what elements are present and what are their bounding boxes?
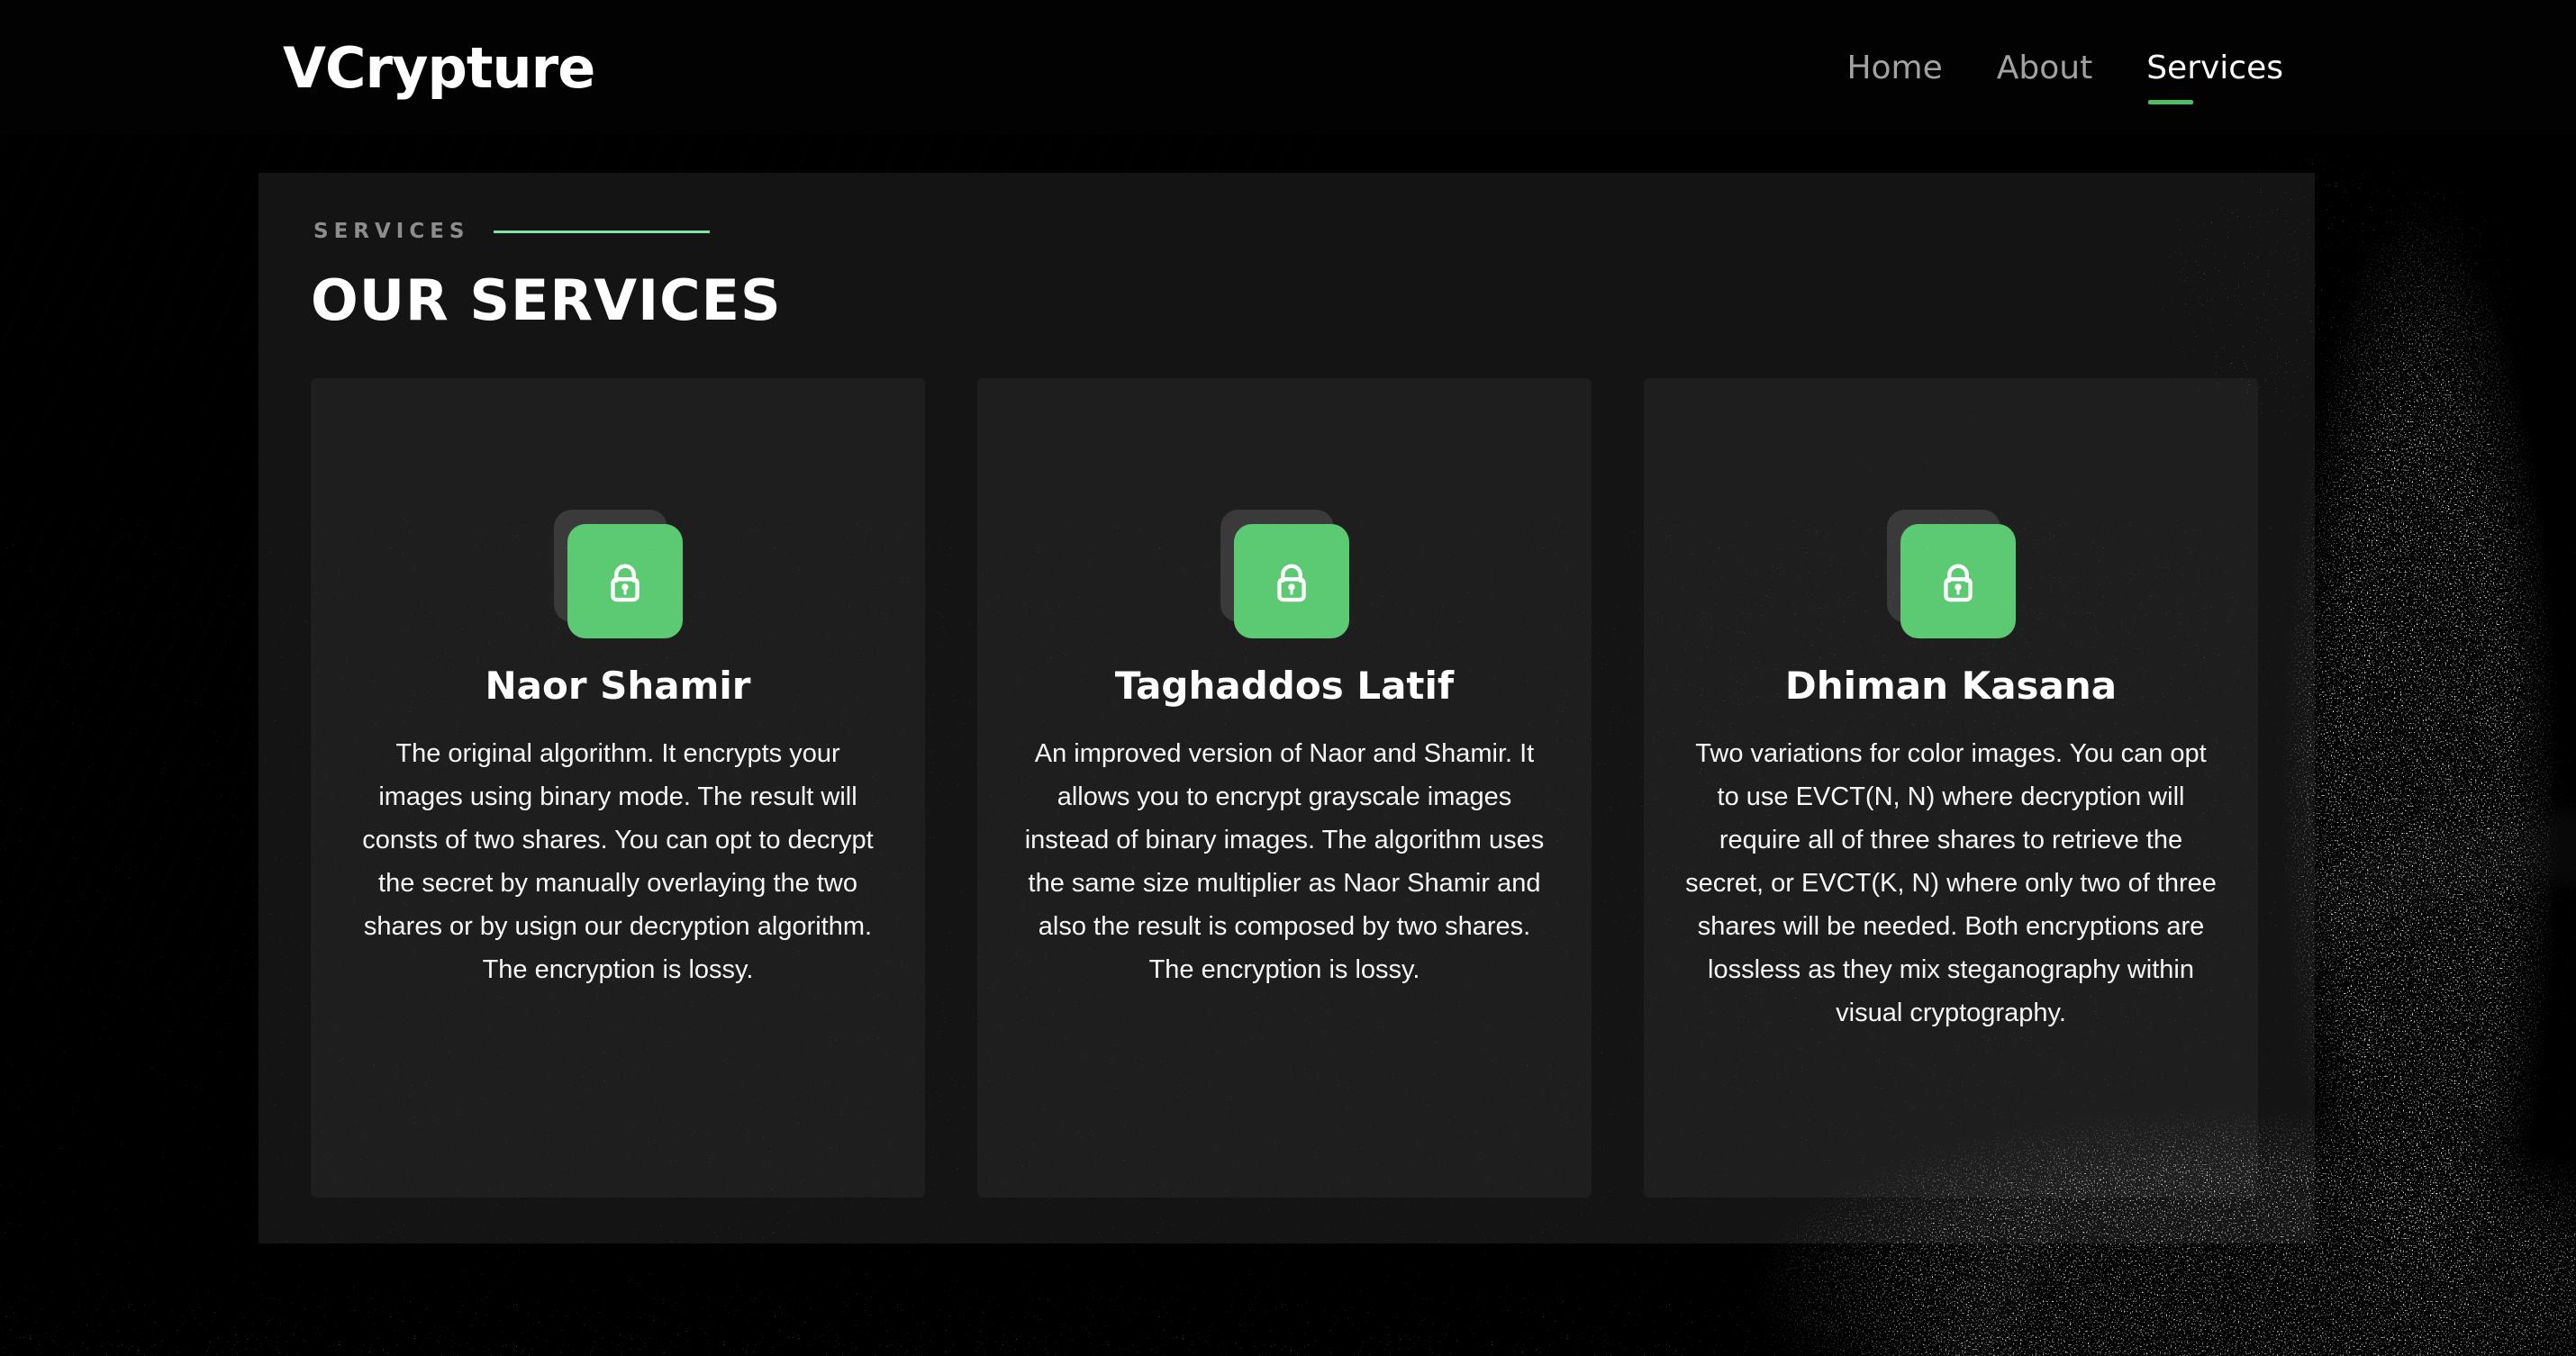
service-cards <box>311 378 2263 1198</box>
lock-icon <box>554 510 683 638</box>
lock-glyph-icon <box>1935 558 1982 605</box>
service-card-naor-shamir <box>311 378 925 1198</box>
card-description: Two variations for color images. You can opt to use EVCT(N, N) where decryption will require all of three shares to retrieve the secret, or EVCT(K, N) where only two of three shares will be needed. Both encryptions are lossless as they mix steganography within visual cryptography. <box>1685 739 2217 1027</box>
lock-glyph-icon <box>602 558 649 605</box>
icon-tile <box>1234 524 1349 638</box>
icon-tile <box>567 524 683 638</box>
service-card-taghaddos-latif <box>977 378 1592 1198</box>
card-title: Taghaddos Latif <box>1114 664 1455 708</box>
card-description: The original algorithm. It encrypts your images using binary mode. The result will consts of two shares. You can opt to decrypt the secret by manually overlaying the two shares or by usign our decryption algorithm. The encryption is lossy. <box>362 739 874 984</box>
nav-item-services[interactable]: Services <box>2146 49 2283 86</box>
nav-item-home[interactable]: Home <box>1846 49 1943 86</box>
brand-logo[interactable]: VCrypture <box>283 34 595 101</box>
lock-icon <box>1220 510 1349 638</box>
card-description: An improved version of Naor and Shamir. It allows you to encrypt grayscale images instead of binary images. The algorithm uses the same size multiplier as Naor Shamir and also the result is composed by two shares. The encryption is lossy. <box>1024 739 1545 984</box>
card-title: Dhiman Kasana <box>1784 664 2118 708</box>
nav-item-about[interactable]: About <box>1996 49 2093 86</box>
header <box>0 0 2576 135</box>
card-title: Naor Shamir <box>485 664 751 708</box>
section-divider-line <box>494 231 710 233</box>
lock-icon <box>1887 510 2016 638</box>
services-section <box>259 173 2315 1243</box>
section-title: OUR SERVICES <box>311 267 782 333</box>
section-eyebrow: SERVICES <box>313 220 470 243</box>
icon-tile <box>1900 524 2016 638</box>
service-card-dhiman-kasana <box>1644 378 2258 1198</box>
main-nav <box>1846 50 2283 86</box>
lock-glyph-icon <box>1268 558 1315 605</box>
section-eyebrow-row <box>313 220 2263 243</box>
